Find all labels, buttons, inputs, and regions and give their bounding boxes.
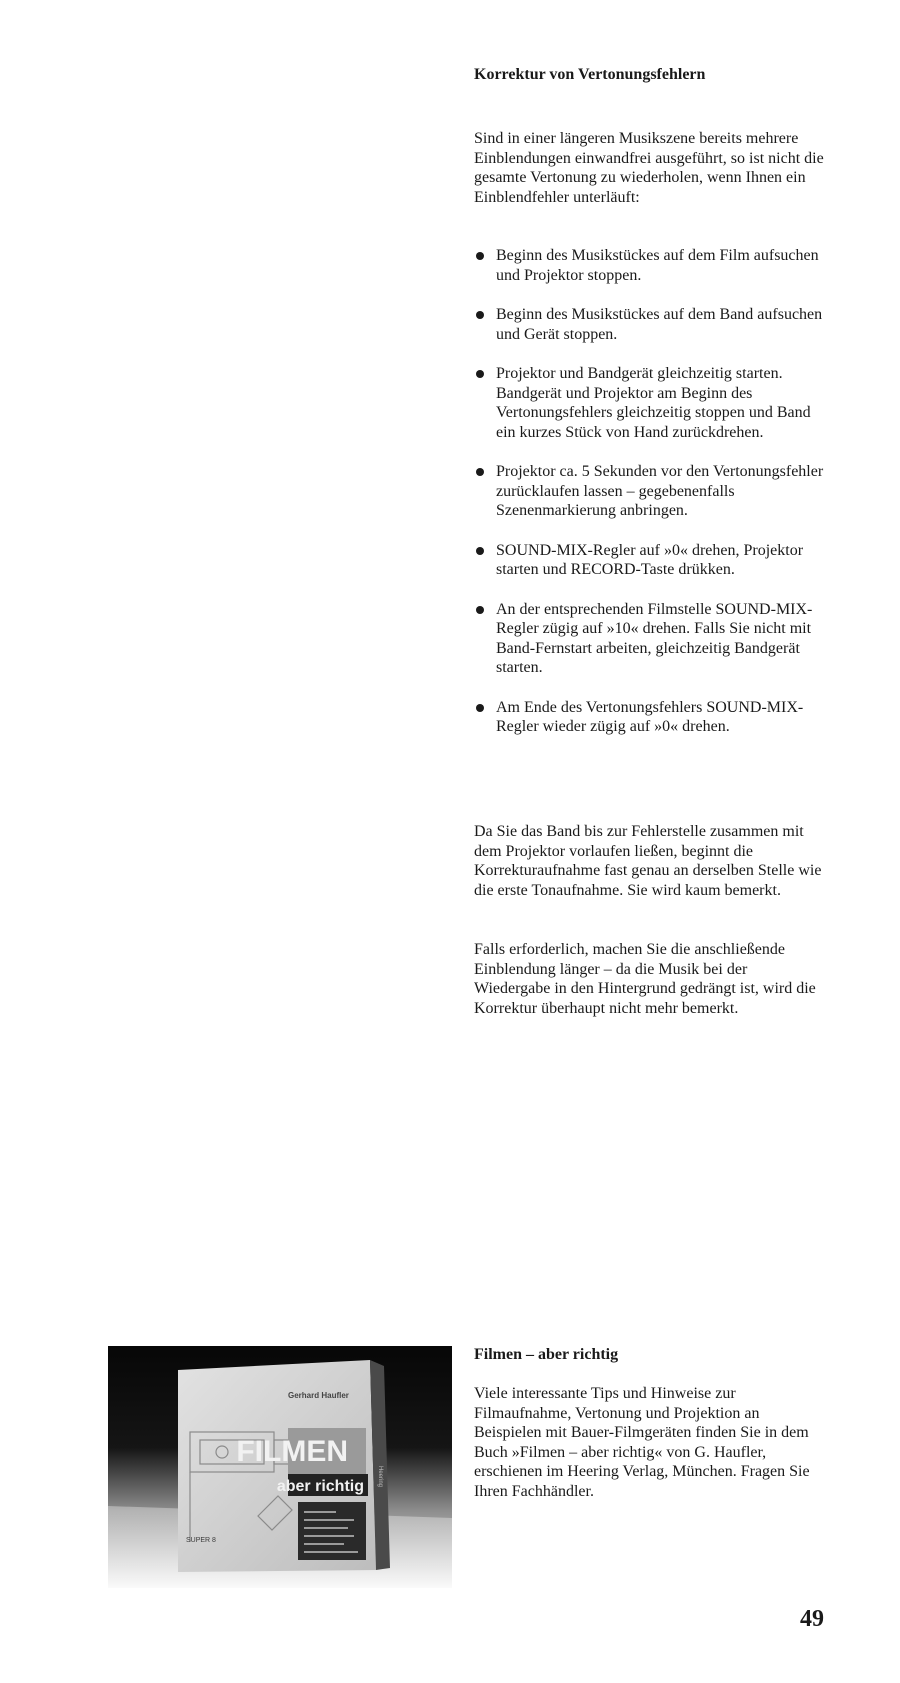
book-illustration xyxy=(108,1346,452,1588)
correction-paragraph: Da Sie das Band bis zur Fehlerstelle zusammen mit dem Projektor vorlaufen ließen, beginnt die Korrekturaufnahme fast genau an derselben Stelle wie die erste Tonaufnahme. Sie wird kaum bemerkt. xyxy=(474,823,822,899)
book-photo xyxy=(108,1346,452,1588)
page-number: 49 xyxy=(800,1606,824,1632)
bullet-icon xyxy=(476,252,484,260)
book-logo: SUPER 8 xyxy=(186,1537,216,1544)
intro-paragraph: Sind in einer längeren Musikszene bereits mehrere Einblendungen einwandfrei ausgeführt, so ist nicht die gesamte Vertonung zu wiederholen, wenn Ihnen ein Einblendfehler unterläuft: xyxy=(474,130,824,206)
book-description: Viele interessante Tips und Hinweise zur Filmaufnahme, Vertonung und Projektion an Beispielen mit Bauer-Filmgeräten finden Sie in dem Buch »Filmen – aber richtig« von G. Haufler, erschienen im Heering Verlag, München. Fragen Sie Ihren Fachhändler. xyxy=(474,1385,810,1500)
bullet-icon xyxy=(476,311,484,319)
followup-paragraph: Falls erforderlich, machen Sie die anschließende Einblendung länger – da die Musik bei der Wiedergabe in den Hintergrund gedrängt ist, wird die Korrektur überhaupt nicht mehr bemerkt. xyxy=(474,941,816,1017)
list-item xyxy=(474,541,824,580)
step-text: Beginn des Musikstückes auf dem Film aufsuchen und Projektor stoppen. xyxy=(496,247,819,284)
bullet-icon xyxy=(476,606,484,614)
section-heading: Korrektur von Vertonungsfehlern xyxy=(474,66,706,83)
step-text: Beginn des Musikstückes auf dem Band aufsuchen und Gerät stoppen. xyxy=(496,306,823,343)
list-item xyxy=(474,246,824,285)
book-title-line2: aber richtig xyxy=(276,1478,364,1495)
step-text: Projektor und Bandgerät gleichzeitig starten. Bandgerät und Projektor am Beginn des Vertonungsfehlers gleichzeitig stoppen und Band ein kurzes Stück von Hand zurückdrehen. xyxy=(496,365,811,441)
step-text: An der entsprechenden Filmstelle SOUND-MIX-Regler zügig auf »10« drehen. Falls Sie nicht mit Band-Fernstart arbeiten, gleichzeitig Bandgerät starten. xyxy=(496,600,813,676)
list-item xyxy=(474,462,824,521)
book-author: Gerhard Haufler xyxy=(288,1391,349,1400)
list-item xyxy=(474,600,824,678)
bullet-icon xyxy=(476,547,484,555)
list-item xyxy=(474,305,824,344)
bullet-icon xyxy=(476,704,484,712)
book-spine-text: Heering xyxy=(377,1466,383,1488)
list-item xyxy=(474,364,824,442)
step-text: Projektor ca. 5 Sekunden vor den Vertonungsfehler zurücklaufen lassen – gegebenenfalls Szenenmarkierung anbringen. xyxy=(496,463,824,519)
bullet-icon xyxy=(476,468,484,476)
steps-list xyxy=(474,246,824,757)
book-title-line1: FILMEN xyxy=(236,1435,348,1468)
step-text: Am Ende des Vertonungsfehlers SOUND-MIX-Regler wieder zügig auf »0« drehen. xyxy=(496,698,804,735)
step-text: SOUND-MIX-Regler auf »0« drehen, Projektor starten und RECORD-Taste drükken. xyxy=(496,541,804,578)
book-section-heading: Filmen – aber richtig xyxy=(474,1346,619,1363)
bullet-icon xyxy=(476,370,484,378)
list-item xyxy=(474,698,824,737)
